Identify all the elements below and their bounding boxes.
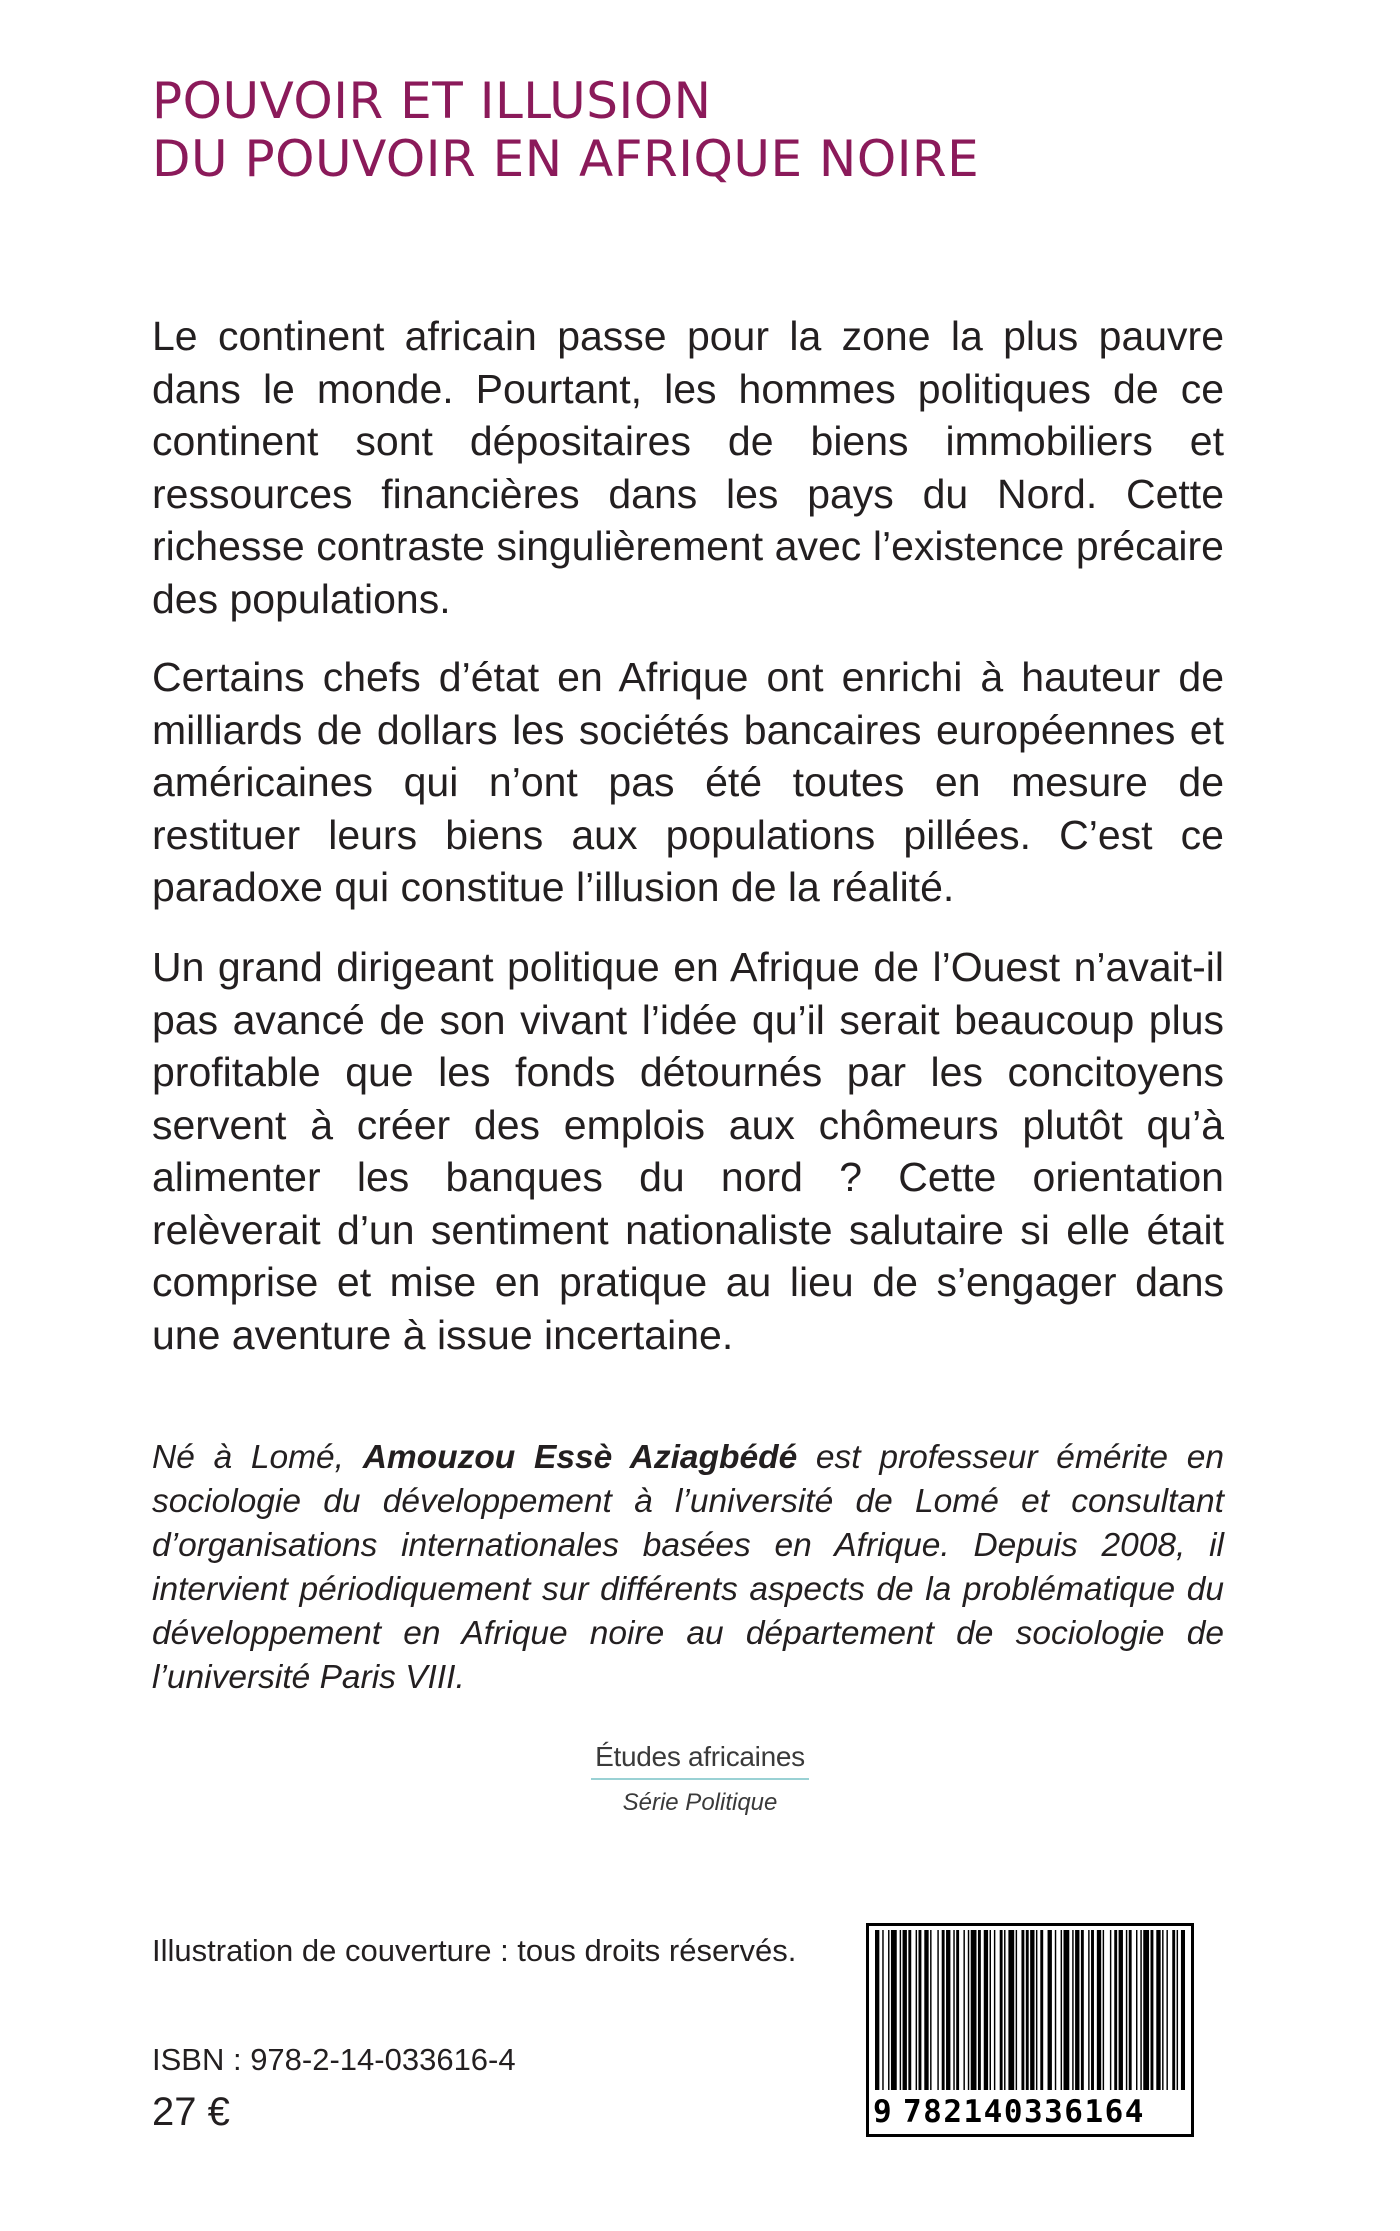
barcode-bar (1048, 1930, 1052, 2090)
barcode-bar (1016, 1930, 1017, 2090)
barcode-bar (930, 1930, 931, 2090)
barcode-bar (984, 1930, 988, 2090)
barcode-bar (1140, 1930, 1141, 2090)
barcode-bar (908, 1930, 911, 2090)
barcode-bar (978, 1930, 981, 2090)
barcode-bar (1110, 1930, 1111, 2090)
barcode-bar (1172, 1930, 1175, 2090)
barcode-bar (1081, 1930, 1084, 2090)
barcode (866, 1923, 1194, 2137)
barcode-bar (875, 1930, 879, 2090)
barcode-bar (1091, 1930, 1094, 2090)
barcode-bar (971, 1930, 977, 2090)
barcode-bar (916, 1930, 917, 2090)
summary-paragraph-1: Le continent africain passe pour la zone la plus pauvre dans le monde. Pourtant, les hommes politiques de ce continent sont dépositaires de biens immobiliers et ressources financières dans les pays du Nord. Cette richesse contraste singulièrement avec l’existence précaire des populations. (152, 313, 1224, 622)
barcode-bar (1129, 1930, 1132, 2090)
barcode-bar (924, 1930, 928, 2090)
barcode-digits (869, 2090, 1191, 2134)
summary-paragraph-3: Un grand dirigeant politique en Afrique de l’Ouest n’avait-il pas avancé de son vivant l’idée qu’il serait beaucoup plus profitable que les fonds détournés par les concitoyens servent à créer des emplois aux chômeurs plutôt qu’à alimenter les banques du nord ? Cette orientation relèverait d’un sentiment nationaliste salutaire si elle était comprise et mise en pratique au lieu de s’engager dans une aventure à issue incertaine. (152, 944, 1224, 1358)
barcode-bar (1008, 1930, 1014, 2090)
barcode-bar (1000, 1930, 1003, 2090)
barcode-bar (968, 1930, 969, 2090)
barcode-bar (1156, 1930, 1160, 2090)
author-bio-text: est professeur émérite en sociologie du développement à l’université de Lomé et consultant d’organisations internationales basées en Afrique. Depuis 2008, il intervient périodiquement sur différents aspects de la problématique du développement en Afrique noire au département de sociologie de l’université Paris VIII. (152, 1439, 1224, 1696)
book-title (152, 72, 1252, 188)
barcode-bar (1097, 1930, 1101, 2090)
barcode-bar (990, 1930, 991, 2090)
barcode-number: 782140336164 (903, 2094, 1145, 2130)
barcode-bar (1114, 1930, 1117, 2090)
barcode-bar (888, 1930, 889, 2090)
barcode-bar (1064, 1930, 1070, 2090)
barcode-bar (1061, 1930, 1062, 2090)
barcode-bar (1055, 1930, 1056, 2090)
barcode-bars (869, 1926, 1191, 2090)
series-name: Études africaines (591, 1740, 809, 1780)
barcode-bar (1036, 1930, 1037, 2090)
barcode-bar (1072, 1930, 1073, 2090)
barcode-bar (946, 1930, 950, 2090)
barcode-bar (1143, 1930, 1149, 2090)
barcode-bar (903, 1930, 907, 2090)
barcode-bar (942, 1930, 945, 2090)
book-title-line-2: DU POUVOIR EN AFRIQUE NOIRE (152, 130, 980, 188)
barcode-bar (1181, 1930, 1185, 2090)
barcode-bar (937, 1930, 938, 2090)
illustration-credit: Illustration de couverture : tous droits réservés. (152, 1933, 797, 1968)
summary-paragraph-2: Certains chefs d’état en Afrique ont enrichi à hauteur de milliards de dollars les sociétés bancaires européennes et américaines qui n’ont pas été toutes en mesure de restituer leurs biens aux populations pillées. C’est ce paradoxe qui constitue l’illusion de la réalité. (152, 654, 1224, 910)
barcode-bar (1126, 1930, 1127, 2090)
isbn: ISBN : 978-2-14-033616-4 (152, 2042, 516, 2077)
barcode-bar (1030, 1930, 1034, 2090)
barcode-bar (1026, 1930, 1029, 2090)
barcode-bar (1166, 1930, 1167, 2090)
barcode-lead-digit: 9 (873, 2094, 892, 2130)
barcode-bar (1040, 1930, 1043, 2090)
barcode-bar (1177, 1930, 1178, 2090)
book-title-line-1: POUVOIR ET ILLUSION (152, 72, 712, 130)
barcode-bar (1103, 1930, 1104, 2090)
barcode-bar (900, 1930, 901, 2090)
barcode-bar (919, 1930, 922, 2090)
barcode-bar (956, 1930, 959, 2090)
barcode-bar (882, 1930, 883, 2090)
author-bio-intro: Né à Lomé, (152, 1439, 363, 1476)
barcode-bar (963, 1930, 964, 2090)
barcode-bar (1021, 1930, 1024, 2090)
barcode-bar (953, 1930, 954, 2090)
barcode-bar (1088, 1930, 1089, 2090)
barcode-bar (1075, 1930, 1079, 2090)
series-subtitle: Série Politique (622, 1789, 778, 1816)
barcode-bar (1162, 1930, 1163, 2090)
barcode-bar (994, 1930, 995, 2090)
barcode-bar (891, 1930, 897, 2090)
barcode-bar (1136, 1930, 1137, 2090)
author-name: Amouzou Essè Aziagbédé (362, 1439, 798, 1476)
series-logo (550, 1740, 850, 1818)
barcode-bar (1004, 1930, 1005, 2090)
barcode-bar (1151, 1930, 1154, 2090)
price: 27 € (152, 2090, 230, 2134)
author-bio (152, 1436, 1224, 1700)
barcode-bar (1119, 1930, 1123, 2090)
